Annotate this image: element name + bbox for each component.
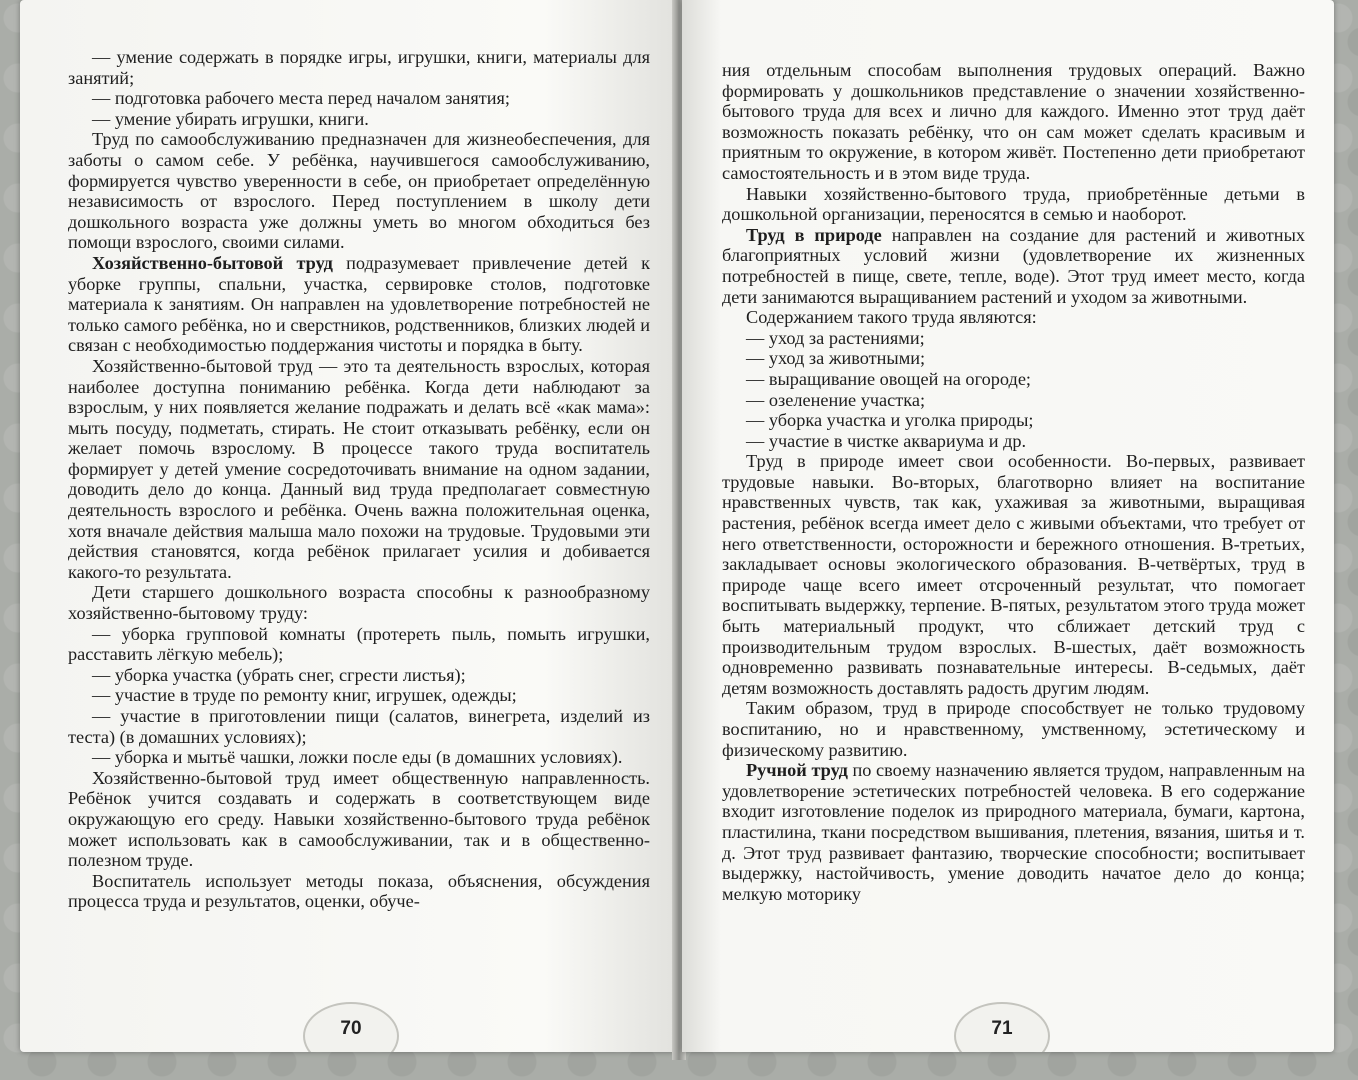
list-item [68, 109, 650, 130]
paragraph [68, 582, 650, 623]
bold-term: Труд в природе [746, 224, 882, 245]
right-page [682, 0, 1334, 1052]
paragraph-text: Хозяйственно-бытовой труд имеет общественную направленность. Ребёнок учится создавать и содержать в соответствующем виде окружающую его среду. Навыки хозяйственно-бытового труда ребёнок может использовать как в самообслуживании, так и в общественно-полезном труде. [68, 767, 650, 871]
paragraph-text: Содержанием такого труда являются: [746, 307, 1037, 328]
paragraph-text: — озеленение участка; [746, 389, 926, 410]
list-item [68, 747, 650, 768]
left-page [20, 0, 675, 1052]
bold-term: Хозяйственно-бытовой труд [92, 252, 333, 273]
paragraph-text: — участие в труде по ремонту книг, игрушек, одежды; [92, 685, 517, 706]
paragraph-text: подразумевает привлечение детей к уборке группы, спальни, участка, сервировке столов, подготовке материала к занятиям. Он направлен на удовлетворение потребностей не только самого ребёнка, но и сверстников, родственников, близких людей и связан с необходимостью поддержания чистоты и порядка в быту. [68, 252, 650, 356]
paragraph [722, 698, 1305, 760]
paragraph-text: — уборка участка (убрать снег, сгрести листья); [92, 664, 466, 685]
list-item [68, 624, 650, 665]
paragraph-text: — подготовка рабочего места перед началом занятия; [92, 88, 510, 109]
page-number-left: 70 [303, 1002, 399, 1052]
list-item [722, 390, 1305, 411]
left-page-text [68, 47, 650, 912]
paragraph-text: Труд по самообслуживанию предназначен для жизнеобеспечения, для заботы о самом себе. У ребёнка, научившегося самообслуживанию, формируется чувство уверенности в себе, он приобретает определённую независимость от взрослого. Перед поступлением в школу дети дошкольного возраста уже должны уметь во многом обходиться без помощи взрослого, своими силами. [68, 129, 650, 253]
paragraph-text: направлен на создание для растений и животных благоприятных условий жизни (удовлетворение их жизненных потребностей в пище, свете, тепле, воде). Этот труд имеет место, когда дети занимаются выращиванием растений и уходом за животными. [722, 224, 1305, 307]
paragraph [722, 760, 1305, 904]
paragraph [68, 871, 650, 912]
paragraph-text: — умение содержать в порядке игры, игрушки, книги, материалы для занятий; [68, 47, 650, 88]
list-item [722, 410, 1305, 431]
list-item [722, 348, 1305, 369]
paragraph-text: — уборка участка и уголка природы; [746, 410, 1034, 431]
list-item [722, 328, 1305, 349]
paragraph-text: — умение убирать игрушки, книги. [92, 108, 369, 129]
paragraph [722, 184, 1305, 225]
paragraph-text: Воспитатель использует методы показа, объяснения, обсуждения процесса труда и результатов, оценки, обуче- [68, 870, 650, 912]
list-item [68, 88, 650, 109]
paragraph [68, 768, 650, 871]
list-item [68, 685, 650, 706]
paragraph-text: — участие в чистке аквариума и др. [746, 430, 1027, 451]
paragraph-text: Хозяйственно-бытовой труд — это та деятельность взрослых, которая наиболее доступна пониманию ребёнка. Когда дети наблюдают за взрослым, у них появляется желание подражать и делать всё «как мама»: мыть посуду, подметать, стирать. Не стоит отказывать ребёнку, если он желает помочь взрослому. В процессе такого труда воспитатель формирует у детей умение сосредоточивать внимание на одном задании, доводить дело до конца. Данный вид труда предполагает совместную деятельность взрослого и ребёнка. Очень важна положительная оценка, хотя вначале действия малыша мало похожи на трудовые. Трудовыми эти действия становятся, когда ребёнок прилагает усилия и добивается какого-то результата. [68, 355, 650, 582]
paragraph [68, 129, 650, 253]
paragraph-text: ния отдельным способам выполнения трудовых операций. Важно формировать у дошкольников представление о значении хозяйственно-бытового труда для всех и лично для каждого. Именно этот труд даёт возможность показать ребёнку, что он сам может сделать красивым и приятным то окружение, в котором живёт. Постепенно дети приобретают самостоятельность и в этом виде труда. [722, 60, 1305, 183]
list-item [722, 369, 1305, 390]
paragraph-text: — уход за растениями; [746, 327, 925, 348]
list-item [68, 47, 650, 88]
paragraph-text: Навыки хозяйственно-бытового труда, приобретённые детьми в дошкольной организации, переносятся в семью и наоборот. [722, 183, 1305, 225]
list-item [68, 706, 650, 747]
right-page-text [722, 60, 1305, 904]
page-number-right: 71 [954, 1002, 1050, 1052]
paragraph [68, 253, 650, 356]
paragraph [722, 60, 1305, 184]
paragraph-text: — участие в приготовлении пищи (салатов, винегрета, изделий из теста) (в домашних условиях); [68, 706, 650, 747]
paragraph-text: — уборка и мытьё чашки, ложки после еды (в домашних условиях). [92, 747, 623, 768]
paragraph-text: Таким образом, труд в природе способствует не только трудовому воспитанию, но и нравственному, умственному, эстетическому и физическому развитию. [722, 698, 1305, 760]
paragraph [722, 451, 1305, 698]
paragraph-text: — уход за животными; [746, 348, 926, 369]
paragraph-text: — уборка групповой комнаты (протереть пыль, помыть игрушки, расставить лёгкую мебель); [68, 623, 650, 665]
paragraph-text: по своему назначению является трудом, направленным на удовлетворение эстетических потребностей человека. В его содержание входит изготовление поделок из природного материала, бумаги, картона, пластилина, ткани посредством вышивания, плетения, вязания, шитья и т. д. Этот труд развивает фантазию, творческие способности; воспитывает выдержку, настойчивость, умение доводить начатое дело до конца; мелкую моторику [722, 760, 1305, 904]
list-item [722, 431, 1305, 452]
paragraph-text: Дети старшего дошкольного возраста способны к разнообразному хозяйственно-бытовому труду: [68, 582, 650, 624]
paragraph [68, 356, 650, 583]
bold-term: Ручной труд [746, 760, 848, 781]
paragraph-text: Труд в природе имеет свои особенности. Во-первых, развивает трудовые навыки. Во-вторых, благотворно влияет на воспитание нравственных чувств, так как, ухаживая за животными, выращивая растения, ребёнок всегда имеет дело с живыми объектами, что требует от него ответственности, осторожности и бережного отношения. В-третьих, закладывает основы экологического образования. В-четвёртых, труд в природе чаще всего имеет отсроченный результат, что помогает воспитывать выдержку, терпение. В-пятых, результатом этого труда может быть материальный продукт, что сближает детский труд с производительным трудом взрослых. В-шестых, даёт возможность одновременно развивать познавательные интересы. В-седьмых, даёт детям возможность доставлять радость другим людям. [722, 451, 1305, 698]
paragraph-text: — выращивание овощей на огороде; [746, 368, 1032, 389]
list-item [68, 665, 650, 686]
paragraph [722, 225, 1305, 307]
paragraph [722, 307, 1305, 328]
